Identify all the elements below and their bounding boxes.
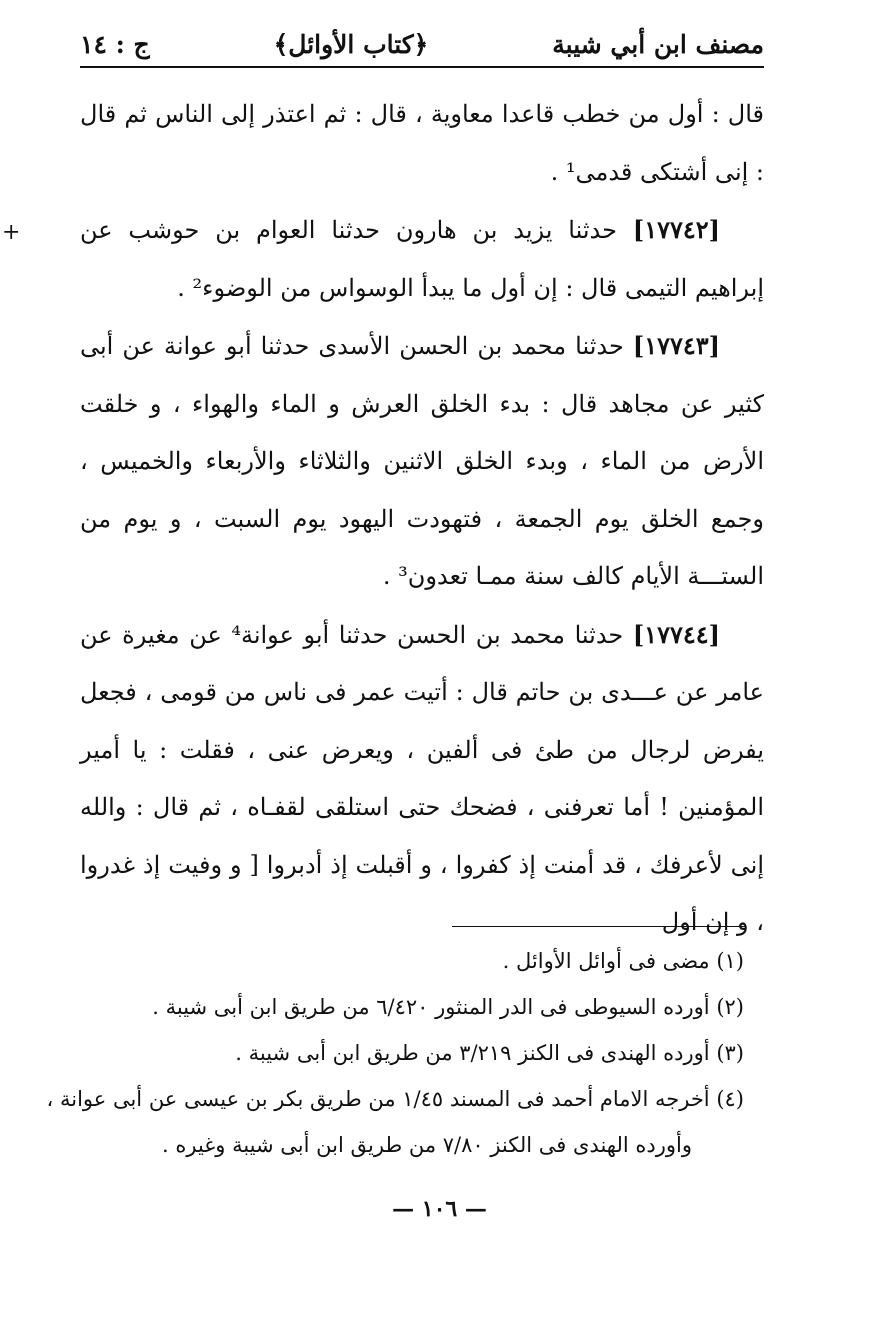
page-number: — ١٠٦ — bbox=[392, 1196, 487, 1222]
hadith-17742 bbox=[80, 201, 764, 317]
hadith-number: [١٧٧٤٢] bbox=[632, 215, 720, 244]
margin-mark: + bbox=[2, 220, 21, 245]
hadith-text: حدثنا محمد بن الحسن حدثنا أبو عوانة⁴ عن مغيرة عن عامر عن عـــدى بن حاتم قال : أتيت عمر فى ناس من قومى ، فجعل يفرض لرجال من طئ فى ألفين ، ويعرض عنى ، فقلت : يا أمير المؤمنين ! أما تعرفنى ، فضحك حتى استلقى لقفـاه ، ثم قال : والله إنى لأعرفك ، قد أمنت إذ كفروا ، و أقبلت إذ أدبروا [ و وفيت إذ غدروا ، و إن أول bbox=[80, 620, 765, 936]
running-header bbox=[80, 22, 764, 66]
paragraph-continuation: قال : أول من خطب قاعدا معاوية ، قال : ثم اعتذر إلى الناس ثم قال : إنى أشتكى قدمى¹ . bbox=[80, 100, 764, 186]
hadith-17744 bbox=[80, 606, 764, 952]
footnote-3: (٣) أورده الهندى فى الكنز ٣/٢١٩ من طريق ابن أبى شيبة . bbox=[235, 1041, 744, 1065]
book-title: مصنف ابن أبي شيبة bbox=[552, 29, 764, 59]
footnote-rule bbox=[452, 926, 746, 927]
hadith-text: حدثنا يزيد بن هارون حدثنا العوام بن حوشب عن إبراهيم التيمى قال : إن أول ما يبدأ الوسواس من الوضوء² . bbox=[80, 216, 764, 302]
footnote-4: (٤) أخرجه الامام أحمد فى المسند ١/٤٥ من طريق بكر بن عيسى عن أبى عوانة ، bbox=[46, 1087, 744, 1111]
hadith-17743 bbox=[80, 317, 764, 606]
footnote-1: (١) مضى فى أوائل الأوائل . bbox=[502, 949, 744, 973]
footnotes bbox=[46, 938, 744, 1168]
header-rule bbox=[80, 66, 764, 68]
hadith-number: [١٧٧٤٣] bbox=[632, 331, 720, 360]
volume-number: ج : ١٤ bbox=[80, 29, 150, 59]
hadith-number: [١٧٧٤٤] bbox=[632, 619, 720, 649]
main-text bbox=[80, 86, 764, 952]
footnote-4-continuation: وأورده الهندى فى الكنز ٧/٨٠ من طريق ابن أبى شيبة وغيره . bbox=[162, 1133, 692, 1157]
chapter-title: ﴿كتاب الأوائل﴾ bbox=[273, 29, 429, 59]
hadith-text: حدثنا محمد بن الحسن الأسدى حدثنا أبو عوانة عن أبى كثير عن مجاهد قال : بدء الخلق العرش و الماء والهواء ، و خلقت الأرض من الماء ، وبدء الخلق الاثنين والثلاثاء والأربعاء والخميس ، وجمع الخلق يوم الجمعة ، فتهودت اليهود يوم السبت ، و يوم من الستـــة الأيام كالف سنة ممـا تعدون³ . bbox=[80, 332, 764, 590]
footnote-2: (٢) أورده السيوطى فى الدر المنثور ٦/٤٢٠ من طريق ابن أبى شيبة . bbox=[152, 995, 744, 1019]
